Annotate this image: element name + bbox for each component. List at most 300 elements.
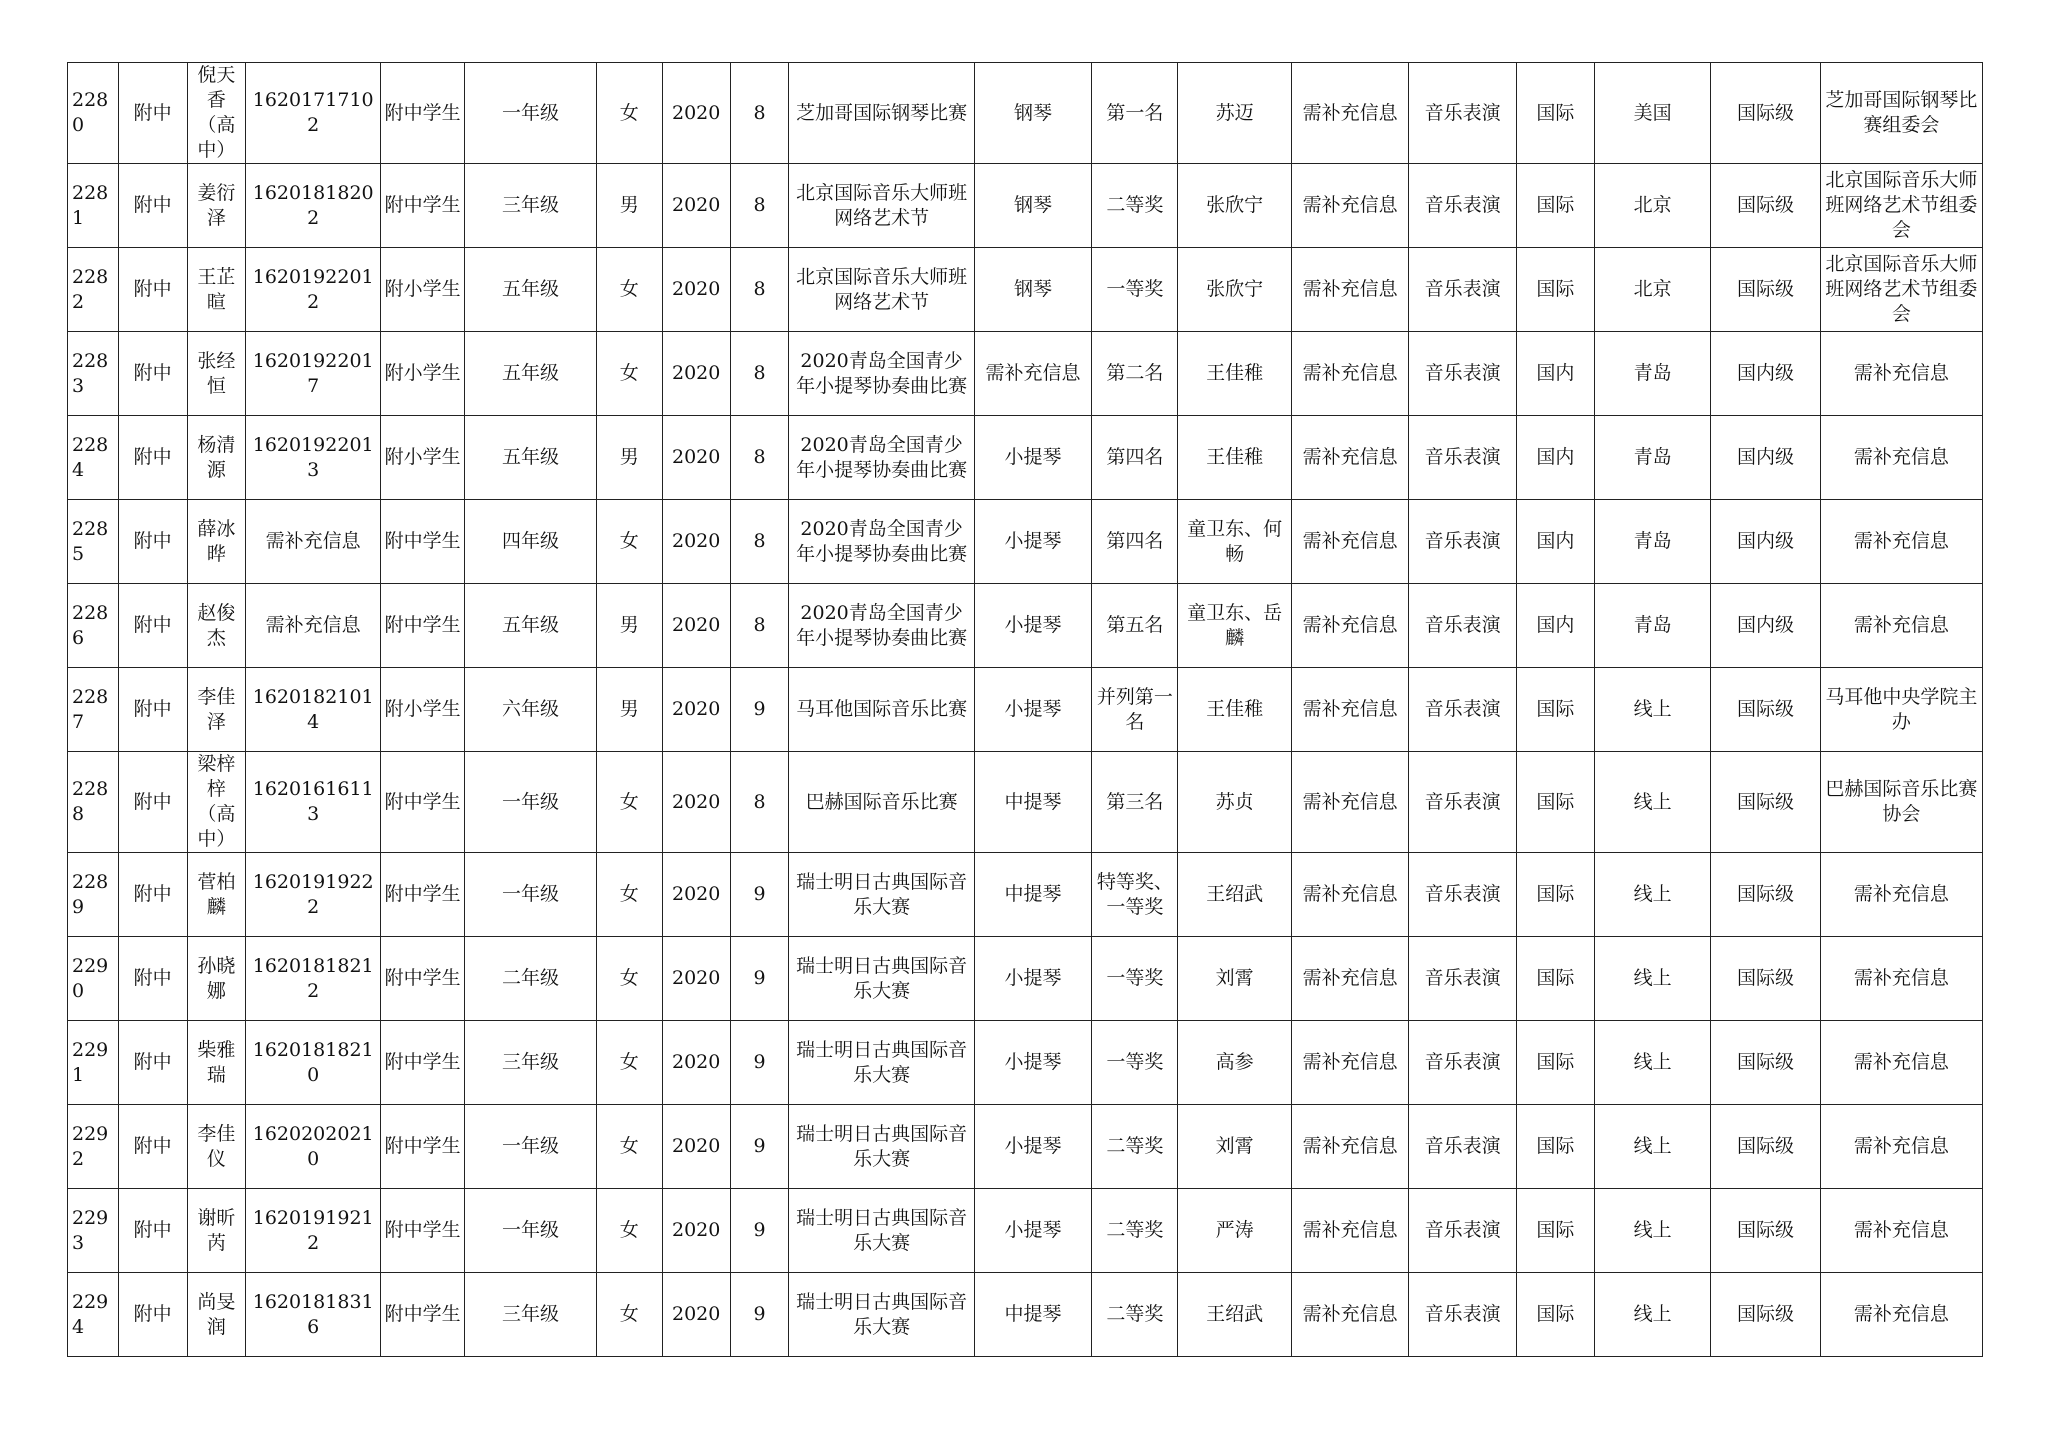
organizer-cell: 需补充信息 bbox=[1820, 584, 1982, 668]
organizer-cell: 芝加哥国际钢琴比赛组委会 bbox=[1820, 63, 1982, 164]
month-cell: 8 bbox=[730, 164, 789, 248]
award-cell: 第三名 bbox=[1092, 752, 1178, 853]
organizer-cell: 需补充信息 bbox=[1820, 937, 1982, 1021]
student-name-cell: 谢昕芮 bbox=[187, 1189, 246, 1273]
student-name-cell: 李佳泽 bbox=[187, 668, 246, 752]
level-cell: 国际级 bbox=[1711, 1021, 1820, 1105]
row-number-cell: 2294 bbox=[68, 1273, 119, 1357]
award-cell: 二等奖 bbox=[1092, 164, 1178, 248]
teacher-cell: 严涛 bbox=[1178, 1189, 1291, 1273]
category-cell: 音乐表演 bbox=[1409, 63, 1516, 164]
competition-name-cell: 北京国际音乐大师班网络艺术节 bbox=[789, 164, 974, 248]
student-name-cell: 姜衍泽 bbox=[187, 164, 246, 248]
school-cell: 附中 bbox=[118, 500, 187, 584]
instrument-cell: 钢琴 bbox=[974, 63, 1092, 164]
instrument-cell: 小提琴 bbox=[974, 937, 1092, 1021]
month-cell: 8 bbox=[730, 500, 789, 584]
level-cell: 国际级 bbox=[1711, 853, 1820, 937]
teacher-cell: 王佳稚 bbox=[1178, 416, 1291, 500]
school-cell: 附中 bbox=[118, 752, 187, 853]
gender-cell: 女 bbox=[596, 853, 662, 937]
student-name-cell: 王芷暄 bbox=[187, 248, 246, 332]
teacher-cell: 张欣宁 bbox=[1178, 248, 1291, 332]
category-cell: 音乐表演 bbox=[1409, 500, 1516, 584]
year-cell: 2020 bbox=[662, 332, 730, 416]
student-name-cell: 杨清源 bbox=[187, 416, 246, 500]
instrument-cell: 中提琴 bbox=[974, 1273, 1092, 1357]
award-cell: 一等奖 bbox=[1092, 937, 1178, 1021]
grade-cell: 四年级 bbox=[465, 500, 597, 584]
teacher-cell: 王绍武 bbox=[1178, 1273, 1291, 1357]
category-cell: 音乐表演 bbox=[1409, 1105, 1516, 1189]
year-cell: 2020 bbox=[662, 500, 730, 584]
student-id-cell: 16201818202 bbox=[246, 164, 381, 248]
organizer-cell: 需补充信息 bbox=[1820, 1021, 1982, 1105]
gender-cell: 女 bbox=[596, 248, 662, 332]
instrument-cell: 小提琴 bbox=[974, 584, 1092, 668]
level-cell: 国内级 bbox=[1711, 584, 1820, 668]
category-cell: 音乐表演 bbox=[1409, 752, 1516, 853]
month-cell: 9 bbox=[730, 668, 789, 752]
gender-cell: 女 bbox=[596, 63, 662, 164]
teacher-cell: 王佳稚 bbox=[1178, 668, 1291, 752]
category-cell: 音乐表演 bbox=[1409, 853, 1516, 937]
row-number-cell: 2285 bbox=[68, 500, 119, 584]
grade-cell: 一年级 bbox=[465, 752, 597, 853]
student-id-cell: 16201818210 bbox=[246, 1021, 381, 1105]
scope-cell: 国内 bbox=[1516, 416, 1594, 500]
table-body bbox=[68, 63, 1983, 1357]
teacher-cell: 苏迈 bbox=[1178, 63, 1291, 164]
scope-cell: 国际 bbox=[1516, 1021, 1594, 1105]
instrument-cell: 小提琴 bbox=[974, 1105, 1092, 1189]
category-cell: 音乐表演 bbox=[1409, 937, 1516, 1021]
teacher-cell: 刘霄 bbox=[1178, 1105, 1291, 1189]
student-type-cell: 附中学生 bbox=[381, 853, 465, 937]
organizer-cell: 需补充信息 bbox=[1820, 853, 1982, 937]
year-cell: 2020 bbox=[662, 937, 730, 1021]
student-name-cell: 李佳仪 bbox=[187, 1105, 246, 1189]
table-row bbox=[68, 164, 1983, 248]
student-id-cell: 16202020210 bbox=[246, 1105, 381, 1189]
student-id-cell: 16201919222 bbox=[246, 853, 381, 937]
school-cell: 附中 bbox=[118, 937, 187, 1021]
location-cell: 线上 bbox=[1594, 668, 1711, 752]
location-cell: 线上 bbox=[1594, 853, 1711, 937]
student-type-cell: 附中学生 bbox=[381, 63, 465, 164]
organizer-cell: 马耳他中央学院主办 bbox=[1820, 668, 1982, 752]
competition-name-cell: 瑞士明日古典国际音乐大赛 bbox=[789, 853, 974, 937]
instrument-cell: 中提琴 bbox=[974, 752, 1092, 853]
student-type-cell: 附中学生 bbox=[381, 500, 465, 584]
student-id-cell: 16201922017 bbox=[246, 332, 381, 416]
category-cell: 音乐表演 bbox=[1409, 1189, 1516, 1273]
school-cell: 附中 bbox=[118, 63, 187, 164]
month-cell: 9 bbox=[730, 853, 789, 937]
student-name-cell: 倪天香（高中） bbox=[187, 63, 246, 164]
location-cell: 线上 bbox=[1594, 1105, 1711, 1189]
table-row bbox=[68, 63, 1983, 164]
category-cell: 音乐表演 bbox=[1409, 164, 1516, 248]
grade-cell: 三年级 bbox=[465, 164, 597, 248]
gender-cell: 女 bbox=[596, 1021, 662, 1105]
grade-cell: 一年级 bbox=[465, 1189, 597, 1273]
month-cell: 9 bbox=[730, 1021, 789, 1105]
info-status-cell: 需补充信息 bbox=[1291, 1273, 1409, 1357]
award-cell: 二等奖 bbox=[1092, 1273, 1178, 1357]
location-cell: 青岛 bbox=[1594, 584, 1711, 668]
instrument-cell: 需补充信息 bbox=[974, 332, 1092, 416]
gender-cell: 女 bbox=[596, 937, 662, 1021]
award-cell: 第一名 bbox=[1092, 63, 1178, 164]
location-cell: 线上 bbox=[1594, 937, 1711, 1021]
competition-name-cell: 2020青岛全国青少年小提琴协奏曲比赛 bbox=[789, 500, 974, 584]
grade-cell: 五年级 bbox=[465, 416, 597, 500]
category-cell: 音乐表演 bbox=[1409, 668, 1516, 752]
level-cell: 国际级 bbox=[1711, 668, 1820, 752]
table-row bbox=[68, 416, 1983, 500]
level-cell: 国际级 bbox=[1711, 752, 1820, 853]
teacher-cell: 童卫东、岳麟 bbox=[1178, 584, 1291, 668]
scope-cell: 国际 bbox=[1516, 63, 1594, 164]
table-row bbox=[68, 1021, 1983, 1105]
school-cell: 附中 bbox=[118, 416, 187, 500]
award-cell: 一等奖 bbox=[1092, 1021, 1178, 1105]
location-cell: 北京 bbox=[1594, 248, 1711, 332]
level-cell: 国际级 bbox=[1711, 1105, 1820, 1189]
organizer-cell: 需补充信息 bbox=[1820, 1273, 1982, 1357]
organizer-cell: 需补充信息 bbox=[1820, 1189, 1982, 1273]
teacher-cell: 王佳稚 bbox=[1178, 332, 1291, 416]
student-type-cell: 附中学生 bbox=[381, 1273, 465, 1357]
month-cell: 8 bbox=[730, 752, 789, 853]
info-status-cell: 需补充信息 bbox=[1291, 937, 1409, 1021]
month-cell: 9 bbox=[730, 1105, 789, 1189]
competition-name-cell: 北京国际音乐大师班网络艺术节 bbox=[789, 248, 974, 332]
info-status-cell: 需补充信息 bbox=[1291, 164, 1409, 248]
table-row bbox=[68, 332, 1983, 416]
competition-name-cell: 芝加哥国际钢琴比赛 bbox=[789, 63, 974, 164]
table-row bbox=[68, 500, 1983, 584]
competition-name-cell: 巴赫国际音乐比赛 bbox=[789, 752, 974, 853]
competition-name-cell: 2020青岛全国青少年小提琴协奏曲比赛 bbox=[789, 332, 974, 416]
year-cell: 2020 bbox=[662, 248, 730, 332]
student-type-cell: 附小学生 bbox=[381, 332, 465, 416]
month-cell: 9 bbox=[730, 937, 789, 1021]
competition-name-cell: 瑞士明日古典国际音乐大赛 bbox=[789, 1273, 974, 1357]
student-name-cell: 尚旻润 bbox=[187, 1273, 246, 1357]
grade-cell: 六年级 bbox=[465, 668, 597, 752]
table-row bbox=[68, 248, 1983, 332]
location-cell: 青岛 bbox=[1594, 500, 1711, 584]
organizer-cell: 需补充信息 bbox=[1820, 332, 1982, 416]
student-name-cell: 梁梓梓（高中） bbox=[187, 752, 246, 853]
scope-cell: 国内 bbox=[1516, 332, 1594, 416]
row-number-cell: 2284 bbox=[68, 416, 119, 500]
row-number-cell: 2293 bbox=[68, 1189, 119, 1273]
student-type-cell: 附中学生 bbox=[381, 1189, 465, 1273]
competition-name-cell: 瑞士明日古典国际音乐大赛 bbox=[789, 937, 974, 1021]
scope-cell: 国际 bbox=[1516, 1273, 1594, 1357]
level-cell: 国际级 bbox=[1711, 1273, 1820, 1357]
year-cell: 2020 bbox=[662, 164, 730, 248]
student-id-cell: 16201717102 bbox=[246, 63, 381, 164]
instrument-cell: 小提琴 bbox=[974, 1189, 1092, 1273]
level-cell: 国际级 bbox=[1711, 63, 1820, 164]
scope-cell: 国内 bbox=[1516, 584, 1594, 668]
month-cell: 8 bbox=[730, 63, 789, 164]
table-row bbox=[68, 668, 1983, 752]
teacher-cell: 苏贞 bbox=[1178, 752, 1291, 853]
month-cell: 8 bbox=[730, 248, 789, 332]
table-row bbox=[68, 584, 1983, 668]
school-cell: 附中 bbox=[118, 668, 187, 752]
row-number-cell: 2281 bbox=[68, 164, 119, 248]
award-cell: 二等奖 bbox=[1092, 1105, 1178, 1189]
gender-cell: 女 bbox=[596, 752, 662, 853]
scope-cell: 国际 bbox=[1516, 668, 1594, 752]
student-type-cell: 附中学生 bbox=[381, 1105, 465, 1189]
award-cell: 二等奖 bbox=[1092, 1189, 1178, 1273]
table-row bbox=[68, 1105, 1983, 1189]
level-cell: 国际级 bbox=[1711, 248, 1820, 332]
grade-cell: 五年级 bbox=[465, 584, 597, 668]
scope-cell: 国际 bbox=[1516, 853, 1594, 937]
student-type-cell: 附中学生 bbox=[381, 584, 465, 668]
award-cell: 第四名 bbox=[1092, 416, 1178, 500]
scope-cell: 国际 bbox=[1516, 752, 1594, 853]
row-number-cell: 2287 bbox=[68, 668, 119, 752]
info-status-cell: 需补充信息 bbox=[1291, 584, 1409, 668]
award-cell: 并列第一名 bbox=[1092, 668, 1178, 752]
info-status-cell: 需补充信息 bbox=[1291, 332, 1409, 416]
school-cell: 附中 bbox=[118, 1105, 187, 1189]
instrument-cell: 小提琴 bbox=[974, 500, 1092, 584]
competition-name-cell: 瑞士明日古典国际音乐大赛 bbox=[789, 1021, 974, 1105]
scope-cell: 国际 bbox=[1516, 1105, 1594, 1189]
teacher-cell: 童卫东、何畅 bbox=[1178, 500, 1291, 584]
grade-cell: 一年级 bbox=[465, 853, 597, 937]
student-name-cell: 孙晓娜 bbox=[187, 937, 246, 1021]
school-cell: 附中 bbox=[118, 1021, 187, 1105]
instrument-cell: 小提琴 bbox=[974, 668, 1092, 752]
location-cell: 青岛 bbox=[1594, 332, 1711, 416]
student-id-cell: 16201818212 bbox=[246, 937, 381, 1021]
row-number-cell: 2283 bbox=[68, 332, 119, 416]
student-name-cell: 张经恒 bbox=[187, 332, 246, 416]
table-row bbox=[68, 1189, 1983, 1273]
student-id-cell: 16201818316 bbox=[246, 1273, 381, 1357]
organizer-cell: 需补充信息 bbox=[1820, 416, 1982, 500]
instrument-cell: 钢琴 bbox=[974, 248, 1092, 332]
competition-name-cell: 2020青岛全国青少年小提琴协奏曲比赛 bbox=[789, 584, 974, 668]
teacher-cell: 王绍武 bbox=[1178, 853, 1291, 937]
award-records-table bbox=[67, 62, 1983, 1357]
organizer-cell: 巴赫国际音乐比赛协会 bbox=[1820, 752, 1982, 853]
organizer-cell: 需补充信息 bbox=[1820, 500, 1982, 584]
grade-cell: 三年级 bbox=[465, 1021, 597, 1105]
gender-cell: 女 bbox=[596, 1273, 662, 1357]
grade-cell: 三年级 bbox=[465, 1273, 597, 1357]
student-type-cell: 附小学生 bbox=[381, 668, 465, 752]
year-cell: 2020 bbox=[662, 1189, 730, 1273]
month-cell: 8 bbox=[730, 332, 789, 416]
category-cell: 音乐表演 bbox=[1409, 1021, 1516, 1105]
student-type-cell: 附小学生 bbox=[381, 248, 465, 332]
scope-cell: 国内 bbox=[1516, 500, 1594, 584]
competition-name-cell: 2020青岛全国青少年小提琴协奏曲比赛 bbox=[789, 416, 974, 500]
competition-name-cell: 马耳他国际音乐比赛 bbox=[789, 668, 974, 752]
organizer-cell: 北京国际音乐大师班网络艺术节组委会 bbox=[1820, 164, 1982, 248]
location-cell: 线上 bbox=[1594, 1021, 1711, 1105]
level-cell: 国际级 bbox=[1711, 937, 1820, 1021]
info-status-cell: 需补充信息 bbox=[1291, 248, 1409, 332]
scope-cell: 国际 bbox=[1516, 164, 1594, 248]
gender-cell: 男 bbox=[596, 584, 662, 668]
year-cell: 2020 bbox=[662, 1021, 730, 1105]
info-status-cell: 需补充信息 bbox=[1291, 416, 1409, 500]
student-id-cell: 16201821014 bbox=[246, 668, 381, 752]
student-id-cell: 16201919212 bbox=[246, 1189, 381, 1273]
year-cell: 2020 bbox=[662, 668, 730, 752]
row-number-cell: 2291 bbox=[68, 1021, 119, 1105]
student-name-cell: 薛冰晔 bbox=[187, 500, 246, 584]
month-cell: 8 bbox=[730, 584, 789, 668]
month-cell: 9 bbox=[730, 1273, 789, 1357]
year-cell: 2020 bbox=[662, 1273, 730, 1357]
teacher-cell: 高参 bbox=[1178, 1021, 1291, 1105]
teacher-cell: 张欣宁 bbox=[1178, 164, 1291, 248]
grade-cell: 二年级 bbox=[465, 937, 597, 1021]
competition-name-cell: 瑞士明日古典国际音乐大赛 bbox=[789, 1105, 974, 1189]
instrument-cell: 中提琴 bbox=[974, 853, 1092, 937]
gender-cell: 女 bbox=[596, 1189, 662, 1273]
info-status-cell: 需补充信息 bbox=[1291, 1021, 1409, 1105]
info-status-cell: 需补充信息 bbox=[1291, 853, 1409, 937]
instrument-cell: 小提琴 bbox=[974, 416, 1092, 500]
teacher-cell: 刘霄 bbox=[1178, 937, 1291, 1021]
row-number-cell: 2286 bbox=[68, 584, 119, 668]
row-number-cell: 2280 bbox=[68, 63, 119, 164]
gender-cell: 女 bbox=[596, 1105, 662, 1189]
student-id-cell: 需补充信息 bbox=[246, 500, 381, 584]
school-cell: 附中 bbox=[118, 332, 187, 416]
instrument-cell: 小提琴 bbox=[974, 1021, 1092, 1105]
student-name-cell: 柴雅瑞 bbox=[187, 1021, 246, 1105]
table-row bbox=[68, 1273, 1983, 1357]
row-number-cell: 2282 bbox=[68, 248, 119, 332]
organizer-cell: 需补充信息 bbox=[1820, 1105, 1982, 1189]
row-number-cell: 2288 bbox=[68, 752, 119, 853]
grade-cell: 五年级 bbox=[465, 332, 597, 416]
award-cell: 特等奖、一等奖 bbox=[1092, 853, 1178, 937]
level-cell: 国内级 bbox=[1711, 500, 1820, 584]
scope-cell: 国际 bbox=[1516, 248, 1594, 332]
row-number-cell: 2289 bbox=[68, 853, 119, 937]
table-row bbox=[68, 853, 1983, 937]
school-cell: 附中 bbox=[118, 1189, 187, 1273]
category-cell: 音乐表演 bbox=[1409, 248, 1516, 332]
award-cell: 第五名 bbox=[1092, 584, 1178, 668]
info-status-cell: 需补充信息 bbox=[1291, 1189, 1409, 1273]
location-cell: 北京 bbox=[1594, 164, 1711, 248]
student-id-cell: 16201922013 bbox=[246, 416, 381, 500]
grade-cell: 一年级 bbox=[465, 63, 597, 164]
school-cell: 附中 bbox=[118, 584, 187, 668]
gender-cell: 男 bbox=[596, 416, 662, 500]
year-cell: 2020 bbox=[662, 1105, 730, 1189]
location-cell: 美国 bbox=[1594, 63, 1711, 164]
school-cell: 附中 bbox=[118, 164, 187, 248]
month-cell: 9 bbox=[730, 1189, 789, 1273]
year-cell: 2020 bbox=[662, 63, 730, 164]
year-cell: 2020 bbox=[662, 752, 730, 853]
student-type-cell: 附中学生 bbox=[381, 164, 465, 248]
gender-cell: 男 bbox=[596, 668, 662, 752]
info-status-cell: 需补充信息 bbox=[1291, 668, 1409, 752]
instrument-cell: 钢琴 bbox=[974, 164, 1092, 248]
grade-cell: 五年级 bbox=[465, 248, 597, 332]
location-cell: 线上 bbox=[1594, 1273, 1711, 1357]
info-status-cell: 需补充信息 bbox=[1291, 752, 1409, 853]
level-cell: 国内级 bbox=[1711, 332, 1820, 416]
year-cell: 2020 bbox=[662, 853, 730, 937]
student-name-cell: 赵俊杰 bbox=[187, 584, 246, 668]
student-type-cell: 附中学生 bbox=[381, 937, 465, 1021]
info-status-cell: 需补充信息 bbox=[1291, 1105, 1409, 1189]
school-cell: 附中 bbox=[118, 1273, 187, 1357]
gender-cell: 女 bbox=[596, 332, 662, 416]
student-type-cell: 附中学生 bbox=[381, 1021, 465, 1105]
level-cell: 国际级 bbox=[1711, 1189, 1820, 1273]
organizer-cell: 北京国际音乐大师班网络艺术节组委会 bbox=[1820, 248, 1982, 332]
school-cell: 附中 bbox=[118, 248, 187, 332]
location-cell: 线上 bbox=[1594, 1189, 1711, 1273]
student-id-cell: 16201616113 bbox=[246, 752, 381, 853]
gender-cell: 女 bbox=[596, 500, 662, 584]
category-cell: 音乐表演 bbox=[1409, 584, 1516, 668]
scope-cell: 国际 bbox=[1516, 937, 1594, 1021]
competition-name-cell: 瑞士明日古典国际音乐大赛 bbox=[789, 1189, 974, 1273]
location-cell: 线上 bbox=[1594, 752, 1711, 853]
student-type-cell: 附小学生 bbox=[381, 416, 465, 500]
scope-cell: 国际 bbox=[1516, 1189, 1594, 1273]
school-cell: 附中 bbox=[118, 853, 187, 937]
gender-cell: 男 bbox=[596, 164, 662, 248]
row-number-cell: 2292 bbox=[68, 1105, 119, 1189]
category-cell: 音乐表演 bbox=[1409, 332, 1516, 416]
award-cell: 第四名 bbox=[1092, 500, 1178, 584]
level-cell: 国内级 bbox=[1711, 416, 1820, 500]
year-cell: 2020 bbox=[662, 416, 730, 500]
table-row bbox=[68, 937, 1983, 1021]
info-status-cell: 需补充信息 bbox=[1291, 63, 1409, 164]
category-cell: 音乐表演 bbox=[1409, 416, 1516, 500]
student-id-cell: 16201922012 bbox=[246, 248, 381, 332]
year-cell: 2020 bbox=[662, 584, 730, 668]
student-id-cell: 需补充信息 bbox=[246, 584, 381, 668]
month-cell: 8 bbox=[730, 416, 789, 500]
student-name-cell: 菅柏麟 bbox=[187, 853, 246, 937]
info-status-cell: 需补充信息 bbox=[1291, 500, 1409, 584]
category-cell: 音乐表演 bbox=[1409, 1273, 1516, 1357]
award-cell: 第二名 bbox=[1092, 332, 1178, 416]
grade-cell: 一年级 bbox=[465, 1105, 597, 1189]
award-cell: 一等奖 bbox=[1092, 248, 1178, 332]
table-row bbox=[68, 752, 1983, 853]
student-type-cell: 附中学生 bbox=[381, 752, 465, 853]
location-cell: 青岛 bbox=[1594, 416, 1711, 500]
